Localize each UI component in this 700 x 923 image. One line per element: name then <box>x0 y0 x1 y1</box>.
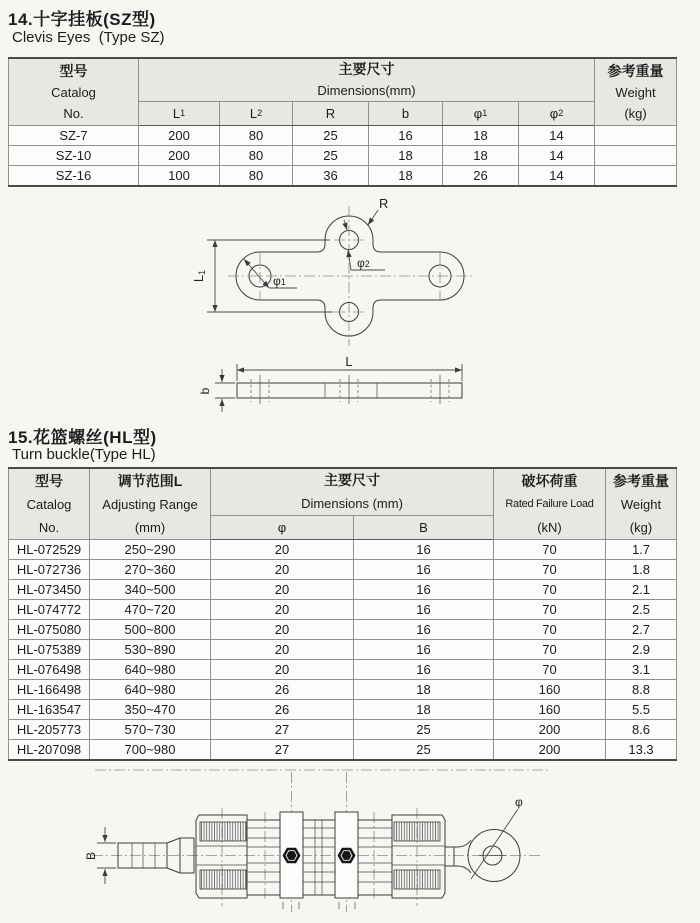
phi1-label: φ1 <box>273 274 286 288</box>
cell: 1.8 <box>606 560 677 580</box>
section15-title-cn: 15.花篮螺丝(HL型) <box>8 428 157 447</box>
cell: 2.1 <box>606 580 677 600</box>
header-line: 主要尺寸 <box>324 472 380 488</box>
cell: 160 <box>494 680 606 700</box>
cell <box>595 146 677 166</box>
cell: 16 <box>354 640 494 660</box>
header-line: No. <box>38 519 60 535</box>
col-header-weight <box>595 58 677 126</box>
body-line <box>315 820 322 895</box>
cell: 8.8 <box>606 680 677 700</box>
table-row <box>9 166 677 187</box>
cell: 5.5 <box>606 700 677 720</box>
cell: 25 <box>354 740 494 761</box>
header-line: 型号 <box>35 472 63 489</box>
knurl-band <box>394 870 440 889</box>
cell: 27 <box>211 720 354 740</box>
col-header-catalog <box>9 58 139 126</box>
cell: HL-207098 <box>9 740 90 761</box>
cell: 20 <box>211 600 354 620</box>
cell: 640~980 <box>90 680 211 700</box>
col-header-r: R <box>293 102 369 126</box>
col-header-weight <box>606 468 677 540</box>
header-line: Catalog <box>26 496 72 512</box>
cell: 20 <box>211 660 354 680</box>
col-header-catalog <box>9 468 90 540</box>
clevis-eye-drawing <box>0 190 700 425</box>
cell: 200 <box>494 720 606 740</box>
table-row <box>9 740 677 761</box>
header-line: (kN) <box>537 519 562 535</box>
cell: HL-072736 <box>9 560 90 580</box>
side-view-outline <box>237 383 462 398</box>
cell: 20 <box>211 580 354 600</box>
r-leader-line <box>368 210 378 225</box>
cell: HL-076498 <box>9 660 90 680</box>
header-line: 破坏荷重 <box>521 472 578 489</box>
cell <box>595 166 677 187</box>
cell: 70 <box>494 540 606 560</box>
col-header-phi: φ <box>211 516 354 540</box>
turnbuckle-table <box>8 467 677 761</box>
col-header-adjusting-range <box>90 468 211 540</box>
cell: 16 <box>354 660 494 680</box>
cell: 16 <box>369 126 443 146</box>
header-line: 主要尺寸 <box>338 61 395 77</box>
cell: HL-166498 <box>9 680 90 700</box>
phi-label: φ <box>515 795 523 809</box>
col-header-b: b <box>369 102 443 126</box>
cell: 26 <box>211 680 354 700</box>
hole-center-mark <box>260 375 440 404</box>
centerline-vertical <box>222 772 417 912</box>
phi2-label: φ2 <box>357 256 370 270</box>
header-line: Catalog <box>51 84 96 100</box>
table-row <box>9 700 677 720</box>
cell: 8.6 <box>606 720 677 740</box>
table-row <box>9 600 677 620</box>
cell: HL-072529 <box>9 540 90 560</box>
table-row <box>9 720 677 740</box>
cell: SZ-10 <box>9 146 139 166</box>
cell: 13.3 <box>606 740 677 761</box>
cell: 20 <box>211 640 354 660</box>
col-header-l1: L1 <box>139 102 220 126</box>
cell: 20 <box>211 560 354 580</box>
cell: 27 <box>211 740 354 761</box>
phi1-diameter-line <box>244 259 269 288</box>
cell: 14 <box>519 166 595 187</box>
cell: 70 <box>494 580 606 600</box>
cell: 570~730 <box>90 720 211 740</box>
cell: 2.7 <box>606 620 677 640</box>
col-header-rated-failure-load <box>494 468 606 540</box>
cell: SZ-16 <box>9 166 139 187</box>
cell: 200 <box>494 740 606 761</box>
header-line: Dimensions(mm) <box>317 83 416 98</box>
cell: 70 <box>494 620 606 640</box>
header-line: No. <box>63 105 84 121</box>
cell: 70 <box>494 560 606 580</box>
cell: 16 <box>354 560 494 580</box>
cell: 25 <box>354 720 494 740</box>
cell: 640~980 <box>90 660 211 680</box>
cell: 250~290 <box>90 540 211 560</box>
cell: 200 <box>139 146 220 166</box>
header-line: Weight <box>620 496 662 512</box>
col-header-l2: L2 <box>220 102 293 126</box>
table-row <box>9 620 677 640</box>
knurl-band <box>394 822 440 841</box>
clevis-eyes-table <box>8 57 677 187</box>
table-header-row <box>9 468 677 516</box>
r-label: R <box>379 196 389 211</box>
cell: 14 <box>519 146 595 166</box>
cell: 470~720 <box>90 600 211 620</box>
r-radius-arrow <box>344 220 347 230</box>
cell: 70 <box>494 660 606 680</box>
col-header-phi2: φ2 <box>519 102 595 126</box>
cell: 18 <box>443 126 519 146</box>
cell: 200 <box>139 126 220 146</box>
cell: 270~360 <box>90 560 211 580</box>
cell: SZ-7 <box>9 126 139 146</box>
col-header-b: B <box>354 516 494 540</box>
cell: 80 <box>220 126 293 146</box>
cell: 14 <box>519 126 595 146</box>
cell: 16 <box>354 600 494 620</box>
col-header-dimensions <box>211 468 494 516</box>
extension-line <box>215 383 235 398</box>
cell: 500~800 <box>90 620 211 640</box>
cell: 700~980 <box>90 740 211 761</box>
cell: 70 <box>494 600 606 620</box>
cell: 16 <box>354 580 494 600</box>
table-row <box>9 126 677 146</box>
cell: 18 <box>443 146 519 166</box>
table-header-row <box>9 58 677 102</box>
cell: 100 <box>139 166 220 187</box>
knurl-band <box>200 870 246 889</box>
cell: 3.1 <box>606 660 677 680</box>
cell: 16 <box>354 540 494 560</box>
collar-tick <box>283 902 355 909</box>
cell: 70 <box>494 640 606 660</box>
cell: 26 <box>443 166 519 187</box>
header-line: 参考重量 <box>607 62 664 79</box>
header-line: (kg) <box>629 519 653 535</box>
cell: HL-075080 <box>9 620 90 640</box>
cell: 80 <box>220 146 293 166</box>
turnbuckle-drawing <box>0 760 700 923</box>
header-line: 型号 <box>59 62 88 79</box>
table-row <box>9 540 677 560</box>
table-row <box>9 660 677 680</box>
cell: 18 <box>354 700 494 720</box>
section14-title-cn: 14.十字挂板(SZ型) <box>8 10 156 29</box>
b-label: b <box>198 387 212 395</box>
cell: 18 <box>369 166 443 187</box>
cell: 25 <box>293 126 369 146</box>
cell: 340~500 <box>90 580 211 600</box>
turnbuckle-body <box>247 820 392 895</box>
col-header-phi1: φ1 <box>443 102 519 126</box>
cell: HL-163547 <box>9 700 90 720</box>
cell: 350~470 <box>90 700 211 720</box>
section14-title-en: Clevis Eyes (Type SZ) <box>12 29 165 46</box>
header-line: 参考重量 <box>613 472 669 489</box>
cell: HL-074772 <box>9 600 90 620</box>
cell <box>595 126 677 146</box>
cell: 16 <box>354 620 494 640</box>
cell: 1.7 <box>606 540 677 560</box>
header-line: Rated Failure Load <box>505 497 594 510</box>
cell: 26 <box>211 700 354 720</box>
col-header-dimensions <box>139 58 595 102</box>
cell: HL-075389 <box>9 640 90 660</box>
header-line: Adjusting Range <box>102 496 198 512</box>
cell: 18 <box>369 146 443 166</box>
header-line: Dimensions (mm) <box>301 496 403 511</box>
hidden-hole-line <box>251 379 449 402</box>
header-line: Weight <box>615 84 656 100</box>
cell: 2.5 <box>606 600 677 620</box>
eye-neck <box>445 840 471 873</box>
cell: 20 <box>211 620 354 640</box>
body-line <box>247 828 392 882</box>
table-row <box>9 680 677 700</box>
cell: 20 <box>211 540 354 560</box>
cell: 2.9 <box>606 640 677 660</box>
l-label: L <box>345 354 353 369</box>
cell: 25 <box>293 146 369 166</box>
header-line: (kg) <box>624 105 647 121</box>
cell: 80 <box>220 166 293 187</box>
header-line: (mm) <box>134 519 166 535</box>
cell: 36 <box>293 166 369 187</box>
table-row <box>9 580 677 600</box>
cell: HL-073450 <box>9 580 90 600</box>
table-row <box>9 560 677 580</box>
header-line: 调节范围L <box>117 472 183 489</box>
knurl-band <box>200 822 246 841</box>
table-row <box>9 146 677 166</box>
cell: 160 <box>494 700 606 720</box>
l1-label: L1 <box>191 269 207 283</box>
phi-leader-line <box>471 809 518 879</box>
b-label: B <box>84 851 98 861</box>
phi2-leader-line <box>348 250 351 270</box>
table-row <box>9 640 677 660</box>
section15-title-en: Turn buckle(Type HL) <box>12 446 156 463</box>
cell: HL-205773 <box>9 720 90 740</box>
cell: 530~890 <box>90 640 211 660</box>
cell: 18 <box>354 680 494 700</box>
